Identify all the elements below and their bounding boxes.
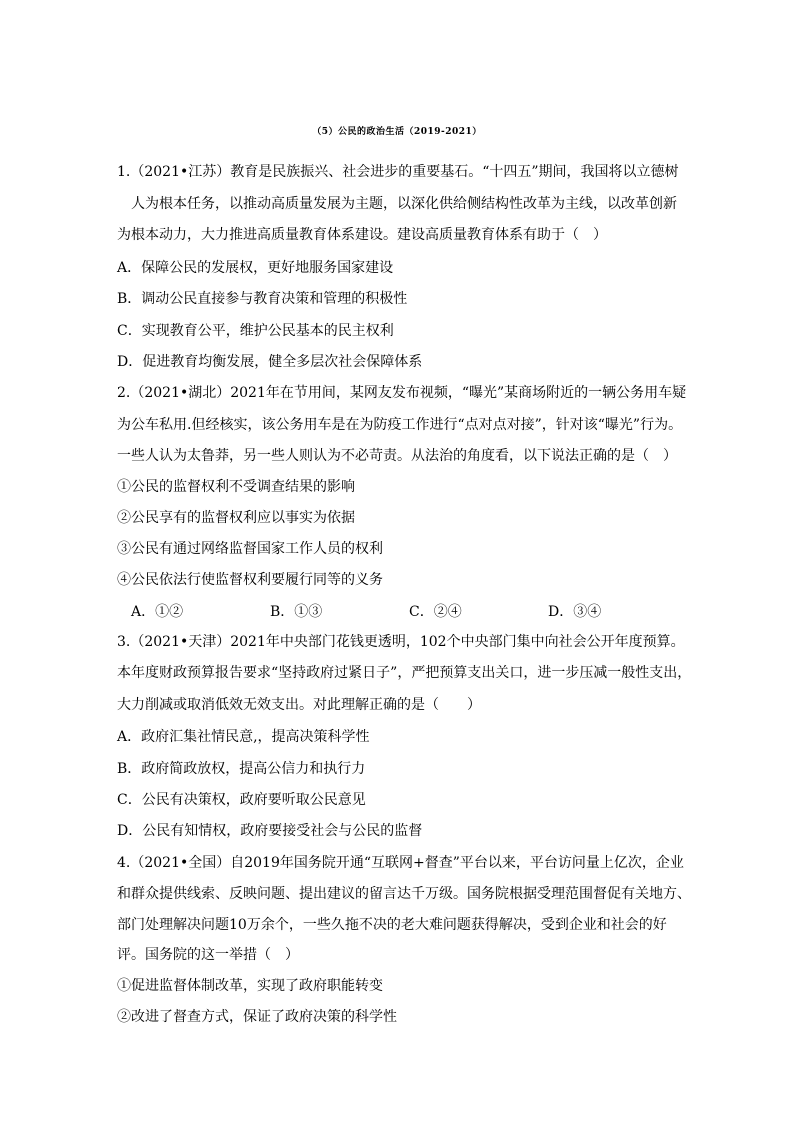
question-2-line-2: 为公车私用.但经核实，该公务用车是在为防疫工作进行“点对点对接”，针对该“曝光”行为。 bbox=[117, 417, 683, 433]
question-2-choice-a: A．①② bbox=[131, 604, 184, 620]
question-3-line-2: 本年度财政预算报告要求“坚持政府过紧日子”，严把预算支出关口，进一步压减一般性支出， bbox=[117, 665, 692, 681]
question-3-line-1: 3.（2021•天津）2021年中央部门花钱更透明，102个中央部门集中向社会公开年度预算。 bbox=[117, 634, 685, 650]
question-1-option-b: B．调动公民直接参与教育决策和管理的积极性 bbox=[117, 291, 408, 307]
question-4-line-2: 和群众提供线索、反映问题、提出建议的留言达千万级。国务院根据受理范围督促有关地方、 bbox=[117, 886, 691, 902]
question-1-line-3: 为根本动力，大力推进高质量教育体系建设。建设高质量教育体系有助于（ ） bbox=[117, 227, 607, 243]
question-1-option-a: A．保障公民的发展权，更好地服务国家建设 bbox=[117, 260, 394, 276]
question-2-line-1: 2.（2021•湖北）2021年在节用间，某网友发布视频，“曝光”某商场附近的一辆公务用车疑 bbox=[117, 385, 687, 401]
question-3-option-d: D．公民有知情权，政府要接受社会与公民的监督 bbox=[117, 823, 423, 839]
question-1-line-2: 人为根本任务，以推动高质量发展为主题，以深化供给侧结构性改革为主线，以改革创新 bbox=[131, 196, 677, 212]
question-1-line-1: 1.（2021•江苏）教育是民族振兴、社会进步的重要基石。“十四五”期间，我国将以立德树 bbox=[117, 164, 679, 180]
question-4-line-3: 部门处理解决问题10万余个，一些久拖不决的老大难问题获得解决，受到企业和社会的好 bbox=[117, 917, 667, 933]
question-4-statement-1: ①促进监督体制改革，实现了政府职能转变 bbox=[117, 978, 383, 994]
question-2-statement-4: ④公民依法行使监督权利要履行同等的义务 bbox=[117, 572, 383, 588]
question-2-choice-d: D．③④ bbox=[548, 604, 602, 620]
question-1-option-c: C．实现教育公平，维护公民基本的民主权利 bbox=[117, 323, 394, 339]
question-2-choice-b: B．①③ bbox=[270, 604, 323, 620]
question-4-statement-2: ②改进了督查方式，保证了政府决策的科学性 bbox=[117, 1009, 397, 1025]
question-3-option-b: B．政府简政放权，提高公信力和执行力 bbox=[117, 761, 366, 777]
question-4-line-4: 评。国务院的这一举措（ ） bbox=[117, 947, 299, 963]
question-2-statement-3: ③公民有通过网络监督国家工作人员的权利 bbox=[117, 541, 383, 557]
question-3-option-a: A．政府汇集社情民意,，提高决策科学性 bbox=[117, 729, 370, 745]
page-title: （5）公民的政治生活（2019-2021） bbox=[312, 127, 482, 137]
question-2-choice-c: C．②④ bbox=[409, 604, 462, 620]
question-3-line-3: 大力削减或取消低效无效支出。对此理解正确的是（ ） bbox=[117, 697, 481, 713]
question-2-statement-1: ①公民的监督权利不受调查结果的影响 bbox=[117, 479, 355, 495]
question-4-line-1: 4.（2021•全国）自2019年国务院开通“互联网+督查”平台以来，平台访问量上亿次，企业 bbox=[117, 855, 684, 871]
question-3-option-c: C．公民有决策权，政府要听取公民意见 bbox=[117, 792, 366, 808]
question-2-line-3: 一些人认为太鲁莽，另一些人则认为不必苛责。从法治的角度看，以下说法正确的是（ ） bbox=[117, 448, 677, 464]
question-1-option-d: D．促进教育均衡发展，健全多层次社会保障体系 bbox=[117, 354, 423, 370]
question-2-statement-2: ②公民享有的监督权利应以事实为依据 bbox=[117, 510, 355, 526]
